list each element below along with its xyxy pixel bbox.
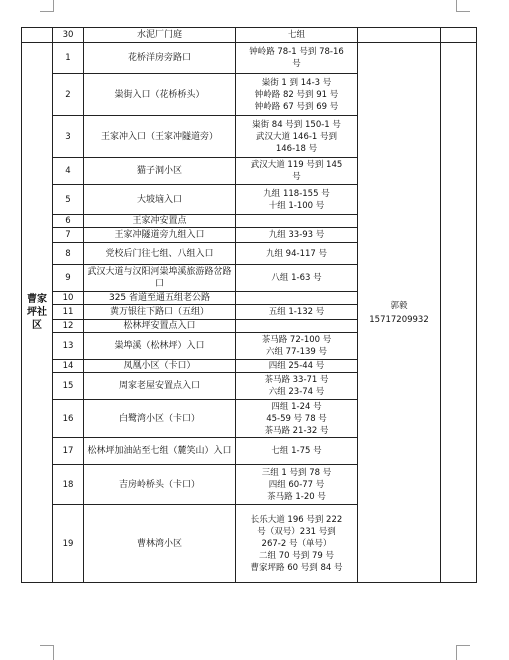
community-cell: [22, 28, 53, 43]
range-line: 十组 1-100 号: [268, 200, 325, 211]
row-number: 2: [53, 74, 84, 116]
contact-phone: 15717209932: [369, 314, 429, 325]
row-number: 3: [53, 116, 84, 158]
range-cell: [236, 292, 358, 305]
range-line: 武汉大道 119 号到 145: [250, 160, 343, 170]
crop-mark-top-left-v: [53, 0, 54, 12]
range-line: 号（双号）231 号到: [257, 526, 336, 537]
row-number: 9: [53, 265, 84, 292]
contact-cell: [358, 28, 441, 43]
row-number: 7: [53, 228, 84, 243]
range-line: 长乐大道 196 号到 222: [250, 514, 343, 525]
row-number: 30: [53, 28, 84, 43]
location-cell: 水泥厂门庭: [84, 28, 236, 43]
range-cell: 七组: [236, 28, 358, 43]
range-cell: [236, 505, 358, 583]
range-cell: [236, 74, 358, 116]
range-line: 号: [292, 59, 301, 69]
range-line: 九组 118-155 号: [263, 188, 330, 199]
range-cell: [236, 158, 358, 185]
range-line: 267-2 号（单号）: [261, 538, 332, 549]
range-cell: [236, 185, 358, 215]
crop-mark-bottom-left-h: [40, 645, 54, 646]
range-line: 钟岭路 78-1 号到 78-16: [249, 47, 344, 57]
range-cell: [236, 400, 358, 438]
range-line: 茶马路 72-100 号: [261, 335, 332, 345]
range-line: 粜街 84 号到 150-1 号: [252, 119, 341, 130]
row-number: 18: [53, 465, 84, 505]
row-number: 10: [53, 292, 84, 305]
range-line: 六组 23-74 号: [268, 387, 325, 397]
row-number: 8: [53, 243, 84, 265]
crop-mark-bottom-right-h: [456, 645, 470, 646]
range-cell: [236, 438, 358, 465]
location-cell: 松林坪加油站至七组（麓笑山）入口: [84, 438, 236, 465]
row-number: 11: [53, 305, 84, 320]
range-cell: [236, 333, 358, 360]
community-label: 曹家坪社区: [27, 294, 47, 331]
location-cell: 王家冲入口（王家冲隧道旁）: [84, 116, 236, 158]
location-cell: 凤凰小区（卡口）: [84, 360, 236, 373]
location-cell: 王家冲隧道旁九组入口: [84, 228, 236, 243]
table-row: [22, 28, 477, 43]
range-line: 钟岭路 67 号到 69 号: [254, 101, 339, 112]
range-line: 粜街 1 到 14-3 号: [261, 77, 332, 88]
row-number: 4: [53, 158, 84, 185]
range-line: 钟岭路 82 号到 91 号: [254, 89, 339, 100]
range-cell: [236, 215, 358, 228]
location-cell: 周家老屋安置点入口: [84, 373, 236, 400]
location-cell: 松林坪安置点入口: [84, 320, 236, 333]
contact-cell: [358, 43, 441, 583]
crop-mark-top-left-h: [40, 11, 54, 12]
range-line: 六组 77-139 号: [265, 347, 327, 357]
row-number: 5: [53, 185, 84, 215]
range-line: 七组 1-75 号: [271, 446, 322, 456]
range-cell: [236, 373, 358, 400]
range-cell: [236, 320, 358, 333]
range-cell: [236, 116, 358, 158]
location-cell: 黄万银往下路口（五组）: [84, 305, 236, 320]
crop-mark-top-right-v: [456, 0, 457, 12]
contact-name: 郭毅: [390, 300, 408, 311]
range-line: 号: [292, 172, 301, 182]
location-cell: 猫子洞小区: [84, 158, 236, 185]
range-line: 45-59 号 78 号: [266, 413, 327, 424]
checkpoint-table-body: [22, 28, 477, 583]
checkpoint-table: [21, 27, 477, 583]
location-cell: 党校后门往七组、八组入口: [84, 243, 236, 265]
row-number: 1: [53, 43, 84, 74]
range-cell: [236, 243, 358, 265]
range-line: 146-18 号: [275, 143, 318, 154]
community-name: [22, 43, 53, 583]
remark-cell: [441, 43, 477, 583]
range-line: 曹家坪路 60 号到 84 号: [250, 562, 343, 573]
row-number: 17: [53, 438, 84, 465]
range-line: 四组 60-77 号: [268, 479, 325, 490]
range-line: 茶马路 21-32 号: [264, 425, 329, 436]
location-cell: 白鹭湾小区（卡口）: [84, 400, 236, 438]
location-cell: 粜街入口（花桥桥头）: [84, 74, 236, 116]
range-line: 四组 25-44 号: [268, 361, 325, 371]
table-row: [22, 43, 477, 74]
range-cell: [236, 305, 358, 320]
remark-cell: [441, 28, 477, 43]
crop-mark-top-right-h: [456, 11, 470, 12]
range-line: 九组 94-117 号: [265, 248, 327, 259]
range-line: 茶马路 1-20 号: [267, 491, 326, 502]
range-line: 武汉大道 146-1 号到: [255, 131, 338, 142]
row-number: 16: [53, 400, 84, 438]
location-cell: 花桥洋房旁路口: [84, 43, 236, 74]
row-number: 15: [53, 373, 84, 400]
range-line: 二组 70 号到 79 号: [259, 550, 334, 561]
range-cell: [236, 360, 358, 373]
row-number: 6: [53, 215, 84, 228]
crop-mark-bottom-left-v: [53, 645, 54, 660]
range-line: 五组 1-132 号: [268, 307, 325, 317]
range-cell: [236, 43, 358, 74]
range-line: 九组 33-93 号: [268, 230, 325, 240]
location-cell: 粜埠溪（松林坪）入口: [84, 333, 236, 360]
range-line: 茶马路 33-71 号: [264, 375, 329, 385]
crop-mark-bottom-right-v: [456, 645, 457, 660]
location-cell: 吉房岭桥头（卡口）: [84, 465, 236, 505]
location-cell: 大坡垴入口: [84, 185, 236, 215]
range-cell: [236, 228, 358, 243]
range-cell: [236, 465, 358, 505]
row-number: 12: [53, 320, 84, 333]
range-line: 四组 1-24 号: [271, 401, 322, 412]
location-cell: 王家冲安置点: [84, 215, 236, 228]
row-number: 14: [53, 360, 84, 373]
row-number: 19: [53, 505, 84, 583]
location-cell: 曹林湾小区: [84, 505, 236, 583]
range-line: 八组 1-63 号: [271, 273, 322, 283]
location-cell: 325 省道至通五组老公路: [84, 292, 236, 305]
range-line: 三组 1 号到 78 号: [261, 467, 332, 478]
location-cell: 武汉大道与汉阳河粜埠溪旅游路岔路口: [84, 265, 236, 292]
range-cell: [236, 265, 358, 292]
row-number: 13: [53, 333, 84, 360]
